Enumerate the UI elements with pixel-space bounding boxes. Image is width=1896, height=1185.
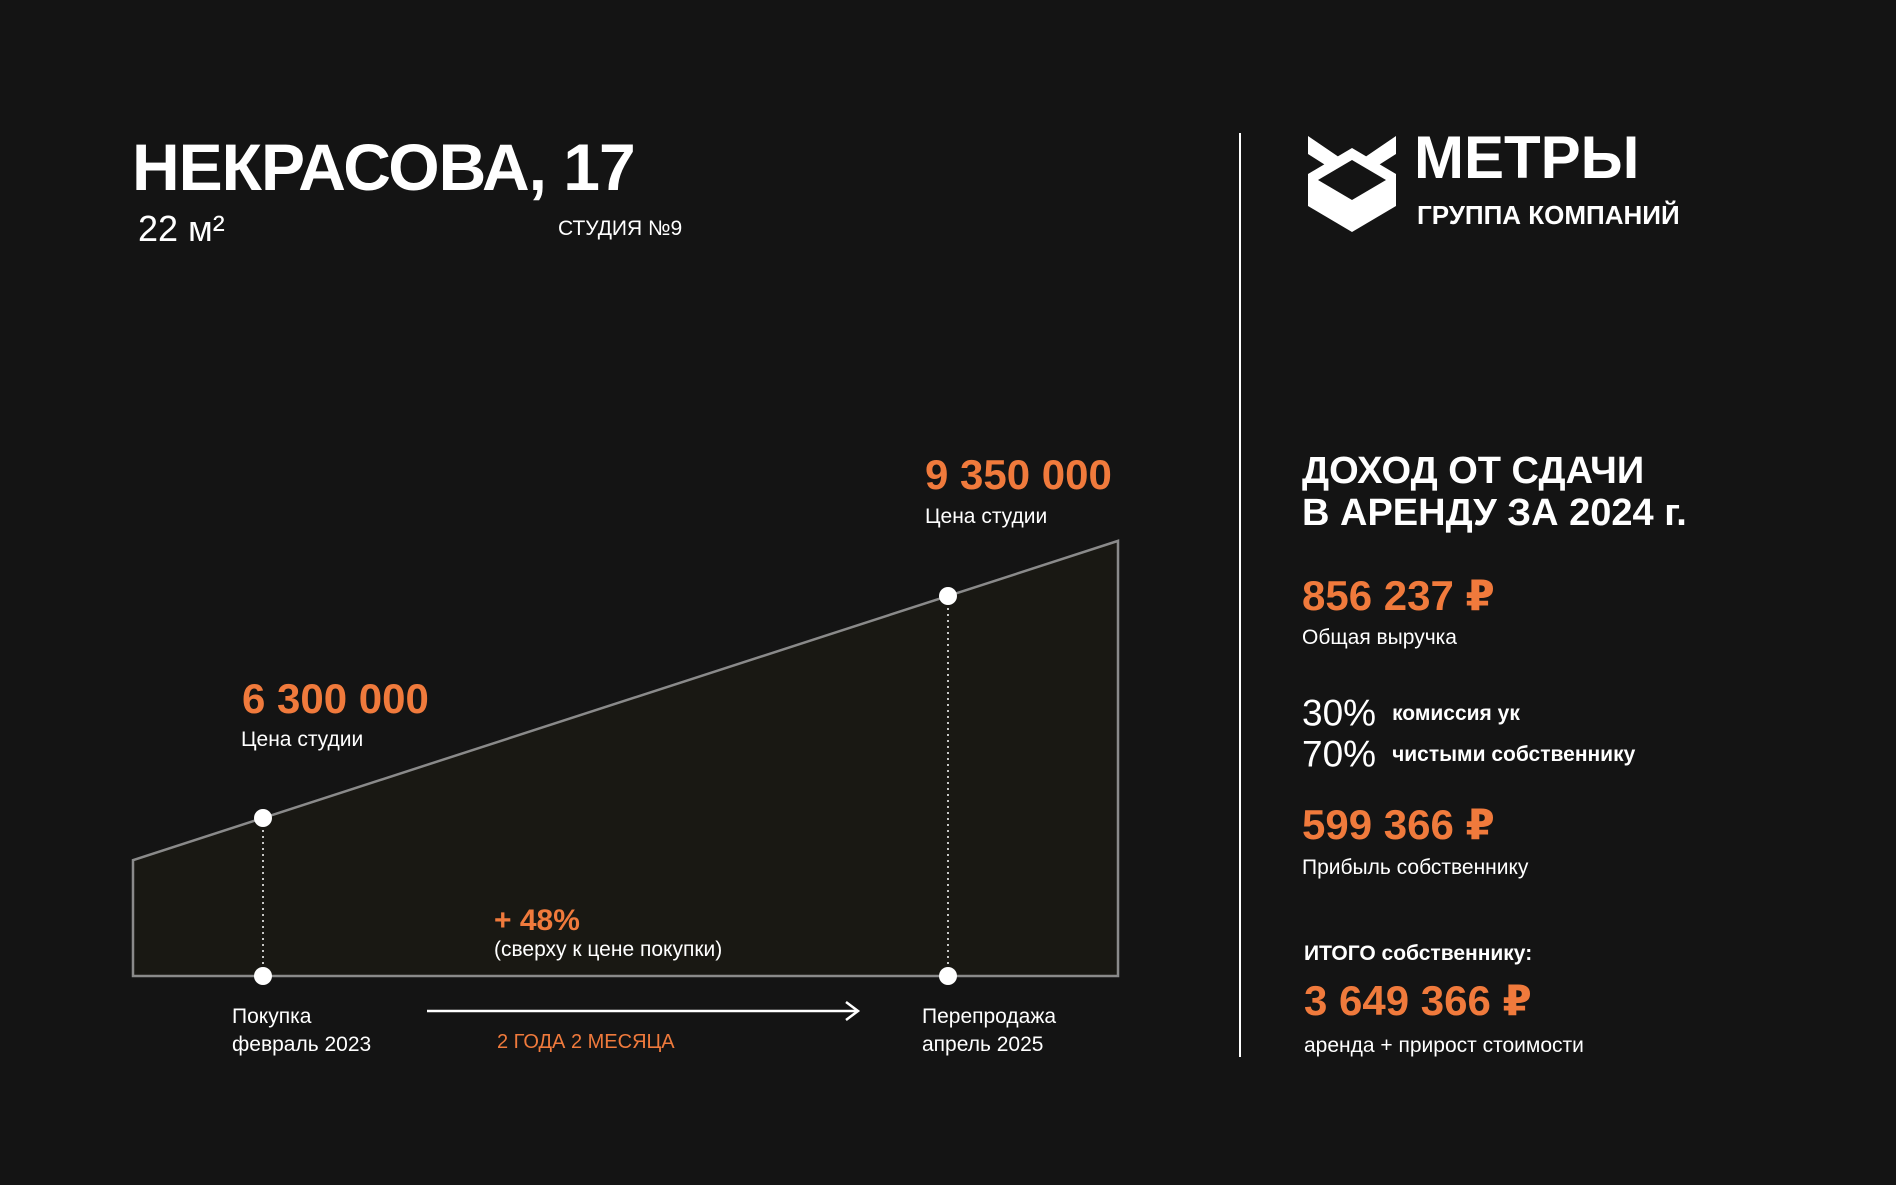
split-label-commission: комиссия ук [1392, 701, 1520, 725]
area-label: 22 м² [138, 208, 225, 249]
total-value: 3 649 366 ₽ [1304, 977, 1532, 1024]
growth-percent: + 48% [494, 904, 580, 937]
revenue-label: Общая выручка [1302, 626, 1457, 649]
profit-label: Прибыль собственнику [1302, 856, 1529, 879]
axis-marker-resale [939, 967, 957, 985]
profit-value: 599 366 ₽ [1302, 801, 1495, 848]
data-point-resale [939, 587, 957, 605]
area-fill [133, 541, 1118, 976]
x-label-resale [922, 1003, 1056, 1059]
income-title-line-1: ДОХОД ОТ СДАЧИ [1302, 450, 1645, 492]
data-caption-purchase: Цена студии [241, 728, 364, 751]
x-label-purchase [232, 1003, 371, 1059]
data-caption-resale: Цена студии [925, 505, 1048, 528]
data-point-purchase [254, 809, 272, 827]
split-percent-owner: 70% [1302, 733, 1377, 775]
x-label-resale-event: Перепродажа [922, 1005, 1057, 1028]
growth-note: (сверху к цене покупки) [494, 938, 723, 961]
total-label: ИТОГО собственнику: [1304, 942, 1533, 965]
revenue-value: 856 237 ₽ [1302, 572, 1495, 619]
data-label-resale-price: 9 350 000 [925, 451, 1112, 498]
data-label-purchase-price: 6 300 000 [242, 675, 429, 722]
duration-label: 2 ГОДА 2 МЕСЯЦА [497, 1031, 675, 1053]
income-title [1302, 450, 1687, 534]
income-title-line-2: В АРЕНДУ ЗА 2024 г. [1302, 492, 1687, 534]
split-row-commission [1302, 692, 1520, 732]
page-title: НЕКРАСОВА, 17 [132, 130, 635, 204]
x-label-purchase-date: февраль 2023 [232, 1033, 372, 1056]
x-label-resale-date: апрель 2025 [922, 1033, 1044, 1056]
axis-marker-purchase [254, 967, 272, 985]
split-row-owner [1302, 733, 1635, 773]
brand-name: МЕТРЫ [1414, 124, 1640, 191]
split-percent-commission: 30% [1302, 692, 1377, 734]
total-note: аренда + прирост стоимости [1304, 1034, 1584, 1057]
brand-subtitle: ГРУППА КОМПАНИЙ [1417, 200, 1680, 230]
x-label-purchase-event: Покупка [232, 1005, 312, 1028]
unit-label: СТУДИЯ №9 [558, 217, 683, 240]
split-label-owner: чистыми собственнику [1392, 742, 1636, 766]
